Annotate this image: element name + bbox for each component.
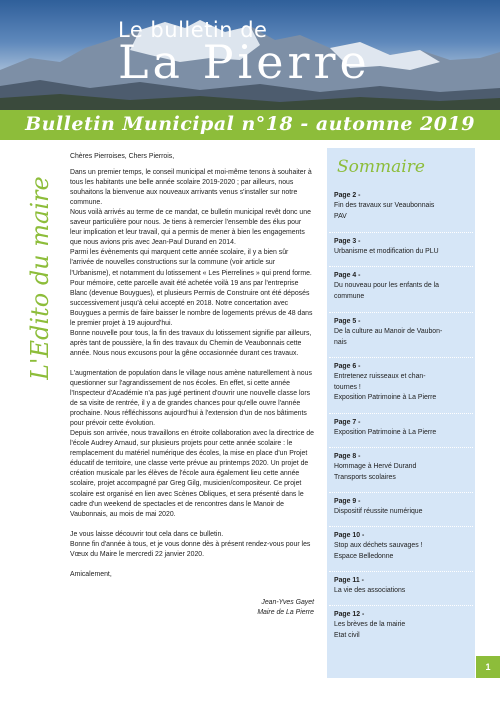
- sommaire-divider: [329, 266, 473, 267]
- sommaire-divider: [329, 447, 473, 448]
- sommaire-entry: commune: [334, 292, 365, 300]
- sommaire-item: [334, 576, 472, 597]
- paragraph: Bonne fin d'année à tous, et je vous donne dès à présent rendez-vous pour les Vœux du Maire le mercredi 22 janvier 2020.: [70, 540, 311, 558]
- sommaire-page: Page 3 -: [334, 238, 361, 245]
- sommaire-entry: tournes !: [334, 383, 361, 391]
- sommaire-entry: Entretenez ruisseaux et chan-: [334, 373, 426, 381]
- sommaire-entry: Exposition Patrimoine à La Pierre: [334, 429, 437, 437]
- sommaire-divider: [329, 526, 473, 527]
- edito-letter: [70, 152, 314, 618]
- sommaire-title: Sommaire: [337, 157, 425, 177]
- sommaire-item: [334, 452, 472, 483]
- sommaire-item: [334, 317, 472, 348]
- masthead-subtitle: Le bulletin de: [118, 18, 268, 42]
- signature: [70, 598, 314, 618]
- sommaire-entry: Transports scolaires: [334, 473, 396, 481]
- masthead: [0, 0, 500, 110]
- sommaire-entry: De la culture au Manoir de Vaubon-: [334, 328, 443, 336]
- paragraph: Dans un premier temps, le conseil municipal et moi-même tenons à souhaiter à tous les habitants une belle année scolaire 2019-2020 ; par ailleurs, nous souhaitons la bienvenue aux nouveaux arrivants venus s'installer sur notre commune.: [70, 169, 312, 207]
- sommaire-divider: [329, 413, 473, 414]
- paragraph: Je vous laisse découvrir tout cela dans ce bulletin.: [70, 530, 224, 538]
- edito-label-text: L'Edito du maire: [26, 176, 54, 380]
- sommaire-page: Page 5 -: [334, 318, 361, 325]
- sommaire-entry: nais: [334, 338, 347, 346]
- sommaire-page: Page 12 -: [334, 611, 365, 618]
- sommaire-entry: Les brèves de la mairie: [334, 621, 406, 629]
- sommaire-item: [334, 271, 472, 302]
- sommaire-page: Page 7 -: [334, 419, 361, 426]
- sommaire-page: Page 11 -: [334, 577, 364, 584]
- paragraph: L'augmentation de population dans le village nous amène naturellement à nous questionner sur l'agrandissement de nos écoles. En effet, si cette année l'Inspecteur d'Académie n'a pas jugé pertinent d'ouvrir une nouvelle classe lors de sa visite de rentrée, il y a de grandes chances pour qu'elle ouvre l'année prochaine. Nous réfléchissons aujourd'hui à l'extension d'un de nos bâtiments pour prévoir cette évolution.: [70, 369, 312, 428]
- sommaire-entry: Exposition Patrimoine à La Pierre: [334, 393, 437, 401]
- sommaire-page: Page 9 -: [334, 498, 361, 505]
- sommaire-divider: [329, 232, 473, 233]
- sommaire-entry: Stop aux déchets sauvages !: [334, 542, 423, 550]
- masthead-title: La Pierre: [118, 35, 371, 89]
- sommaire-divider: [329, 571, 473, 572]
- signature-name: Jean-Yves Gayet: [261, 598, 314, 606]
- paragraph: Depuis son arrivée, nous travaillons en étroite collaboration avec la directrice de l'école Audrey Arnaud, sur plusieurs projets pour cette année scolaire : le remplacement du matériel numérique des écoles, la mise en place d'un Projet éducatif de territoire, une classe verte prévue au printemps 2020. Un projet de création musicale par les élèves de l'école aura également lieu cette année scolaire, projet accompagné par Greg Gilg, musicien/compositeur. Ce projet scolaire est organisé en lien avec Scènes Obliques, et sera présenté dans le cadre d'un weekend de spectacles et de rencontres dans le Manoir de Vaubonnais, au mois de mai 2020.: [70, 430, 314, 518]
- paragraph: Bonne nouvelle pour tous, la fin des travaux du lotissement signifie par ailleurs, après tant de poussière, la fin des travaux du Chemin de Veaubonnais cette année. Nous nous excusons pour la gêne occasionnée durant ces travaux.: [70, 329, 312, 357]
- paragraph: Parmi les évènements qui marquent cette année scolaire, il y a bien sûr l'arrivée de nouvelles constructions sur la commune (voir article sur l'Urbanisme), et notamment du lotissement « Les Pierrelines » qui prend forme. Pour mémoire, cette parcelle avait été achetée voilà 19 ans par l'entreprise Blanc (devenue Bouygues), et plusieurs Permis de Construire ont été déposés successivement jusqu'à celui accepté en 2018. Notre concertation avec Bouygues a permis de faire baisser le nombre de logements prévus de 48 dans le premier projet à 19 aujourd'hui.: [70, 249, 313, 327]
- sommaire-entry: Dispositif réussite numérique: [334, 508, 423, 516]
- sommaire-divider: [329, 492, 473, 493]
- sommaire-entry: Fin des travaux sur Veaubonnais: [334, 202, 435, 210]
- sommaire-entry: Urbanisme et modification du PLU: [334, 248, 439, 256]
- sommaire-page: Page 4 -: [334, 272, 361, 279]
- sommaire-item: [334, 497, 472, 518]
- sommaire-item: [334, 237, 472, 258]
- sommaire-entry: Etat civil: [334, 631, 360, 639]
- greeting: Chères Pierroises, Chers Pierrois,: [70, 153, 175, 160]
- sommaire-entry: Hommage à Hervé Durand: [334, 463, 417, 471]
- sommaire-page: Page 2 -: [334, 192, 361, 199]
- paragraph: Nous voilà arrivés au terme de ce mandat, ce bulletin municipal revêt donc une saveur particulière pour nous. Je tiens à remercier l'ensemble des élus pour leur implication et leur travail, qui a permis de mener à bien les engagements que nous avions pris avec Jean-Paul Durand en 2014.: [70, 209, 311, 247]
- edito-label: [18, 150, 58, 380]
- sommaire-entry: Du nouveau pour les enfants de la: [334, 282, 439, 290]
- sommaire-item: [334, 191, 472, 222]
- sommaire-divider: [329, 357, 473, 358]
- sommaire-divider: [329, 312, 473, 313]
- sommaire-entry: Espace Belledonne: [334, 552, 394, 560]
- sommaire-page: Page 8 -: [334, 453, 361, 460]
- signature-role: Maire de La Pierre: [257, 608, 314, 616]
- sommaire-item: [334, 362, 472, 403]
- sommaire-item: [334, 531, 472, 562]
- sommaire-entry: PAV: [334, 212, 347, 220]
- paragraph: Amicalement,: [70, 570, 112, 578]
- page-number: 1: [476, 656, 500, 678]
- sommaire-item: [334, 418, 472, 439]
- issue-label: Bulletin Municipal n°18 - automne 2019: [25, 113, 475, 135]
- sommaire-page: Page 10 -: [334, 532, 365, 539]
- sommaire-item: [334, 610, 472, 641]
- sommaire-divider: [329, 605, 473, 606]
- sommaire-entry: La vie des associations: [334, 587, 406, 595]
- sommaire-page: Page 6 -: [334, 363, 361, 370]
